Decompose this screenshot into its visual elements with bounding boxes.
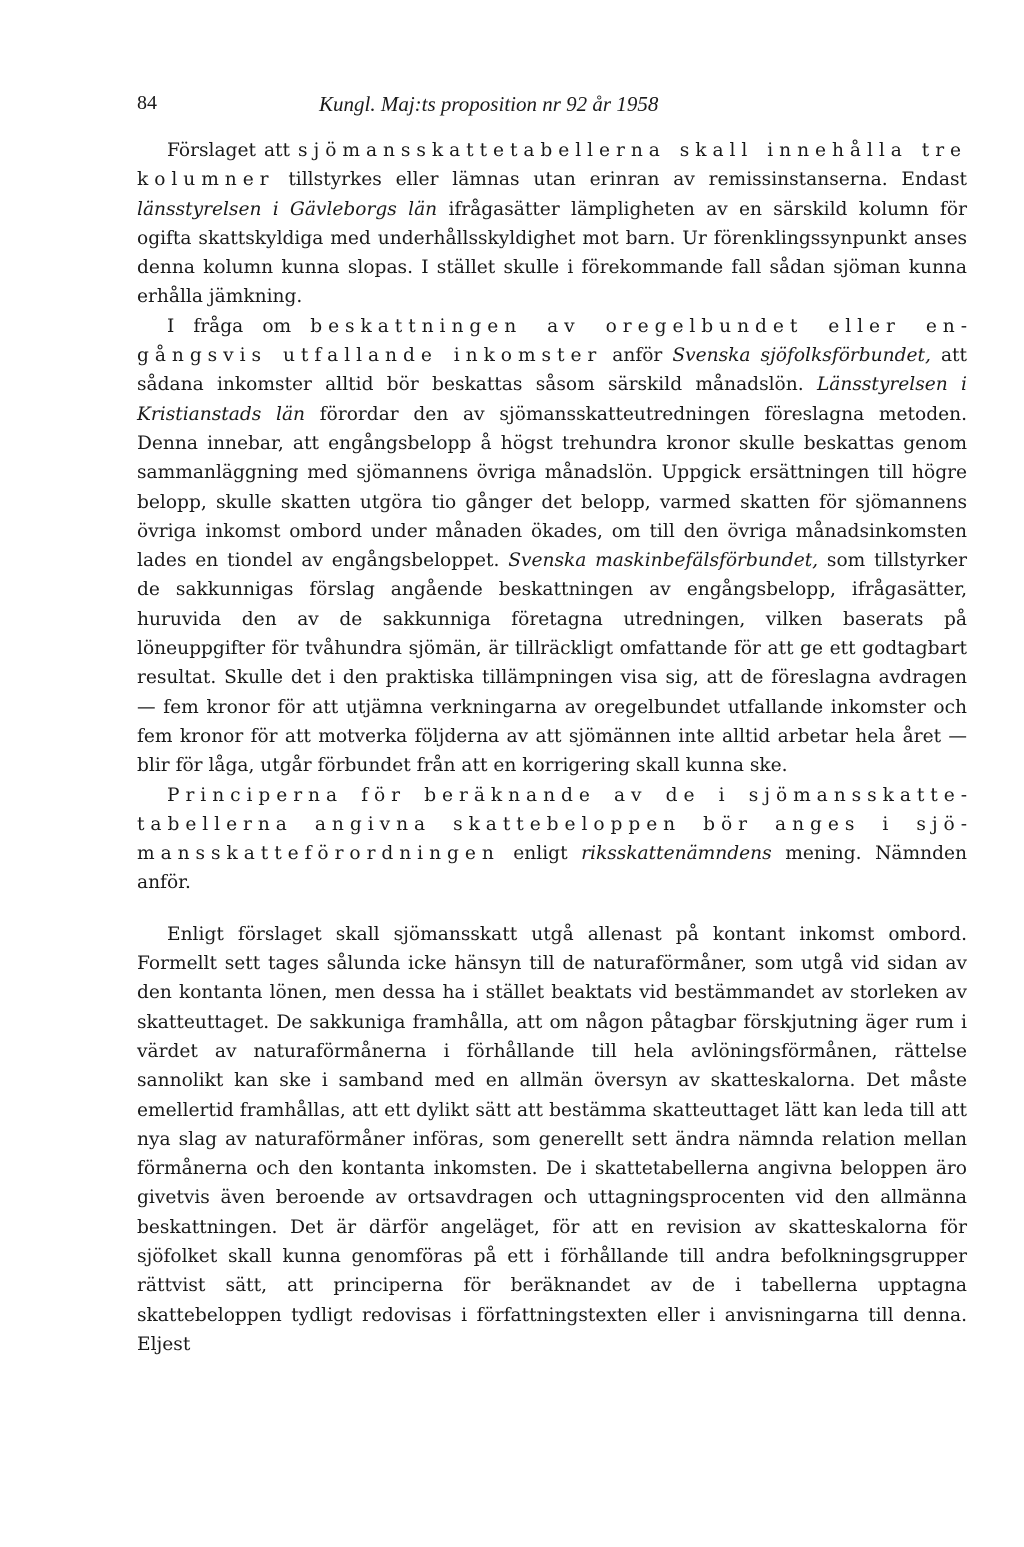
italic-emphasis: riksskattenämndens bbox=[581, 843, 772, 865]
page-header bbox=[137, 92, 967, 126]
paragraph bbox=[137, 136, 967, 312]
page-number: 84 bbox=[137, 92, 157, 114]
text-run: mening. Nämnden anför. bbox=[137, 843, 967, 894]
running-title: Kungl. Maj:ts proposition nr 92 år 1958 bbox=[319, 92, 659, 116]
text-run: förordar den av sjömansskatteutredningen föreslagna metoden. Denna innebar, att engångsbelopp å högst trehundra kronor skulle beskattas genom sammanläggning med sjömannens övriga månadslön. Uppgick ersättningen till högre belopp, skulle skatten utgöra tio gånger det belopp, varmed skatten för sjömannens övriga inkomst ombord under månaden ökades, om till den övriga månadsinkomsten lades en tiondel av engångsbeloppet. bbox=[137, 403, 967, 572]
text-run: anför bbox=[602, 345, 673, 367]
paragraph bbox=[137, 920, 967, 1359]
text-run: att sådana inkomster alltid bör beskattas såsom särskild månadslön. bbox=[137, 345, 967, 396]
spaced-emphasis: sjömansskattetabellerna skall innehålla tre kolumner bbox=[137, 140, 967, 191]
text-run: enligt bbox=[499, 843, 582, 865]
document-page bbox=[137, 92, 967, 1359]
paragraph bbox=[137, 781, 967, 898]
text-run: Enligt förslaget skall sjömansskatt utgå allenast på kontant inkomst ombord. Formellt sett tages sålunda icke hänsyn till de naturaförmåner, som utgå vid sidan av den kontanta lönen, men dessa ha i stället beaktats vid bestämmandet av storleken av skatteuttaget. De sakkuniga framhålla, att om någon påtagbar förskjutning äger rum i värdet av naturaförmånerna i förhållande till hela avlöningsförmånen, rättelse sannolikt kan ske i samband med en allmän översyn av skatteskalorna. Det måste emellertid framhållas, att ett dylikt sätt att bestämma skatteuttaget lätt kan leda till att nya slag av naturaförmåner införas, som generellt sett ändra nämnda relation mellan förmånerna och den kontanta inkomsten. De i skattetabellerna angivna beloppen äro givetvis även beroende av ortsavdragen och uttagningsprocenten vid den allmänna beskattningen. Det är därför angeläget, för att en revision av skatteskalorna för sjöfolket skall kunna genomföras på ett i förhållande till andra befolkningsgrupper rättvist sätt, att principerna för beräknandet av de i tabellerna upptagna skattebeloppen tydligt redovisas i författningstexten eller i anvisningarna till denna. Eljest bbox=[137, 923, 967, 1355]
italic-emphasis: Svenska sjöfolksförbundet, bbox=[672, 345, 931, 367]
italic-emphasis: Svenska maskinbefälsförbundet, bbox=[508, 550, 819, 572]
text-run: ifrågasätter lämpligheten av en särskild kolumn för ogifta skattskyldiga med underhållsskyldighet mot barn. Ur förenklingssynpunkt anses denna kolumn kunna slopas. I stället skulle i förekommande fall sådan sjöman kunna erhålla jämkning. bbox=[137, 198, 967, 308]
text-run: tillstyrkes eller lämnas utan erinran av remissinstanserna. Endast bbox=[274, 169, 967, 191]
paragraph bbox=[137, 312, 967, 781]
text-run: som tillstyrker de sakkunnigas förslag angående beskattningen av engångsbelopp, ifrågasätter, huruvida den av de sakkunniga företagna utredningen, vilken baserats på löneuppgifter för tvåhundra sjömän, är tillräckligt omfattande för att ge ett godtagbart resultat. Skulle det i den praktiska tillämpningen visa sig, att de föreslagna avdragen — fem kronor för att utjämna verkningarna av oregelbundet utfallande inkomster och fem kronor för att motverka följderna av att sjömännen inte alltid arbetar hela året — blir för låga, utgår förbundet från att en korrigering skall kunna ske. bbox=[137, 550, 967, 777]
italic-emphasis: länsstyrelsen i Gävleborgs län bbox=[137, 198, 438, 220]
text-run: Förslaget att bbox=[167, 140, 298, 161]
italic-emphasis: Länsstyrelsen i Kristianstads län bbox=[137, 374, 968, 425]
body-text bbox=[137, 136, 967, 1359]
spaced-emphasis: beskattningen av oregelbundet eller engångsvis utfallande inkomster bbox=[137, 315, 968, 367]
spaced-emphasis: Principerna för beräknande av de i sjömansskattetabellerna angivna skattebeloppen bör anges i sjömansskatteförordningen bbox=[137, 784, 967, 865]
text-run: I fråga om bbox=[167, 315, 311, 337]
